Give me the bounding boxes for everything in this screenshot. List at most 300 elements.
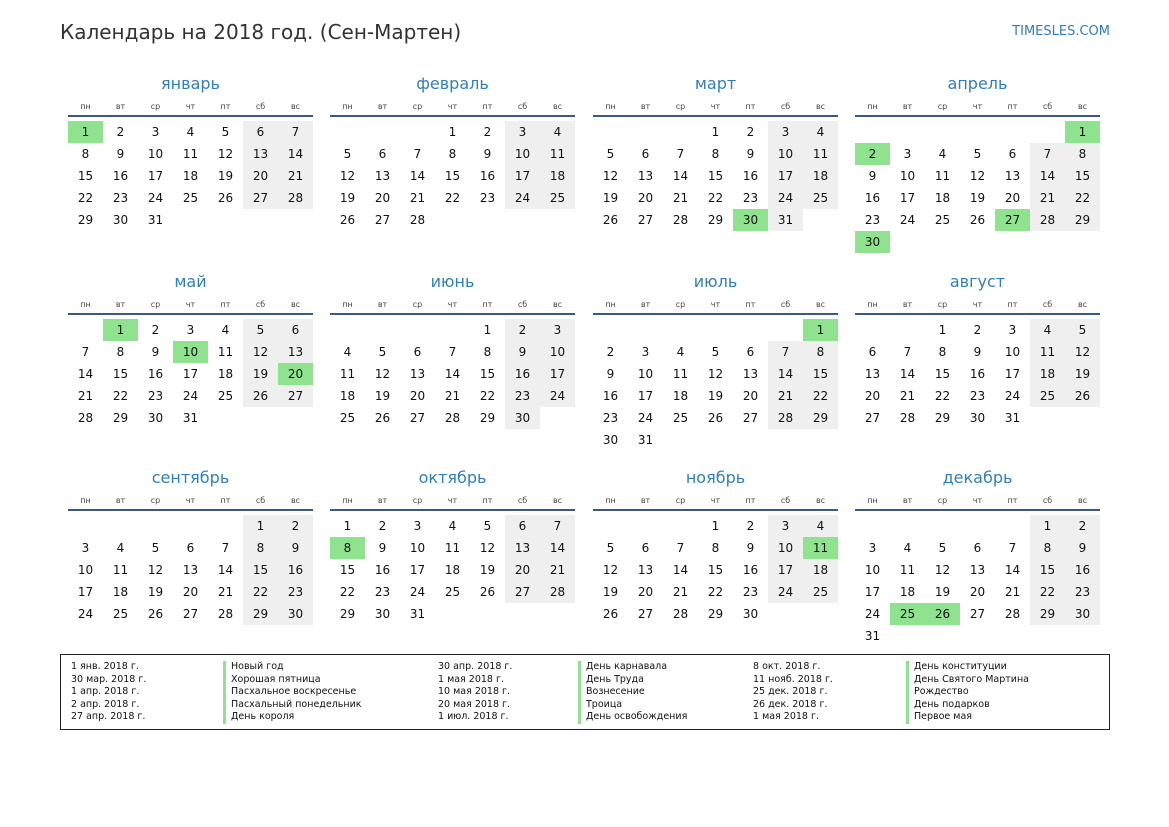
day-cell: 16 (479, 169, 496, 183)
weekday-label: чт (447, 300, 458, 309)
day-cell: 21 (217, 585, 234, 599)
legend-dates (71, 661, 146, 724)
day-cell: 10 (540, 341, 575, 363)
day-cell: 5 (483, 519, 492, 533)
day-cell: 26 (602, 607, 619, 621)
day-cell: 5 (243, 319, 278, 341)
day-cell: 7 (903, 345, 912, 359)
day-cell: 28 (899, 411, 916, 425)
weekday-label: вт (115, 102, 126, 111)
day-cell: 21 (899, 389, 916, 403)
day-cell: 7 (1030, 143, 1065, 165)
day-cell: 4 (903, 541, 912, 555)
legend-holiday-name: Рождество (906, 686, 1029, 699)
weekday-label: пн (605, 496, 616, 505)
weekday-header (68, 102, 313, 114)
day-cell: 28 (278, 187, 313, 209)
holiday-legend (60, 654, 1110, 730)
day-cell: 16 (278, 559, 313, 581)
month-name: октябрь (418, 468, 487, 487)
month-name: май (174, 272, 207, 291)
day-cell: 4 (343, 345, 352, 359)
day-cell: 20 (742, 389, 759, 403)
legend-holiday-name: Пасхальный понедельник (223, 699, 362, 712)
day-cell: 14 (540, 537, 575, 559)
weekday-label: ср (937, 300, 948, 309)
day-cell: 27 (409, 411, 426, 425)
day-cell: 6 (1008, 147, 1017, 161)
day-cell: 22 (112, 389, 129, 403)
day-cell: 14 (1004, 563, 1021, 577)
day-cell: 6 (243, 121, 278, 143)
legend-date: 8 окт. 2018 г. (753, 661, 821, 672)
legend-names (223, 661, 362, 724)
weekday-label: чт (710, 102, 721, 111)
day-cell: 24 (540, 385, 575, 407)
day-cell: 26 (602, 213, 619, 227)
day-cell: 29 (243, 603, 278, 625)
weekday-label: чт (185, 496, 196, 505)
day-cell: 5 (711, 345, 720, 359)
day-cell: 23 (602, 411, 619, 425)
day-cell: 12 (969, 169, 986, 183)
day-cell: 13 (374, 169, 391, 183)
day-cell: 6 (746, 345, 755, 359)
month-name: январь (161, 74, 220, 93)
day-cell: 26 (217, 191, 234, 205)
day-cell: 15 (707, 169, 724, 183)
weekday-label: ср (150, 300, 161, 309)
day-cell: 13 (969, 563, 986, 577)
legend-names (578, 661, 687, 724)
day-cell: 7 (81, 345, 90, 359)
day-cell: 12 (707, 367, 724, 381)
day-cell: 5 (1065, 319, 1100, 341)
weekday-label: сб (255, 300, 266, 309)
day-cell: 4 (221, 323, 230, 337)
day-cell: 18 (934, 191, 951, 205)
weekday-label: пт (1007, 102, 1018, 111)
day-cell: 30 (112, 213, 129, 227)
day-cell: 14 (672, 563, 689, 577)
day-cell: 21 (1030, 187, 1065, 209)
header-rule (330, 115, 575, 117)
day-cell: 14 (278, 143, 313, 165)
weekday-label: сб (780, 102, 791, 111)
day-cell: 22 (934, 389, 951, 403)
day-cell: 28 (409, 213, 426, 227)
day-cell: 9 (378, 541, 387, 555)
day-cell: 12 (1065, 341, 1100, 363)
day-cell: 5 (221, 125, 230, 139)
day-cell: 10 (768, 537, 803, 559)
day-cell: 4 (803, 121, 838, 143)
weekday-label: пн (342, 102, 353, 111)
day-cell: 15 (339, 563, 356, 577)
legend-date: 30 мар. 2018 г. (71, 673, 147, 685)
weekday-label: вт (115, 496, 126, 505)
day-cell: 29 (1030, 603, 1065, 625)
holiday-day-cell: 30 (733, 209, 768, 231)
legend-holiday-name: Троица (578, 699, 687, 712)
day-cell: 3 (641, 345, 650, 359)
day-cell: 18 (182, 169, 199, 183)
day-cell: 19 (339, 191, 356, 205)
day-cell: 21 (409, 191, 426, 205)
day-cell: 10 (147, 147, 164, 161)
weekday-label: вт (377, 300, 388, 309)
day-cell: 22 (707, 191, 724, 205)
weekday-label: ср (412, 496, 423, 505)
day-cell: 15 (803, 363, 838, 385)
day-cell: 17 (505, 165, 540, 187)
day-cell: 22 (707, 585, 724, 599)
day-cell: 8 (1065, 143, 1100, 165)
weekday-label: ср (937, 102, 948, 111)
day-cell: 7 (221, 541, 230, 555)
weekday-label: вс (290, 300, 301, 309)
day-cell: 10 (1004, 345, 1021, 359)
day-cell: 17 (899, 191, 916, 205)
day-cell: 10 (899, 169, 916, 183)
day-cell: 27 (637, 213, 654, 227)
day-cell: 8 (448, 147, 457, 161)
day-cell: 19 (479, 563, 496, 577)
day-cell: 12 (602, 563, 619, 577)
day-cell: 22 (479, 389, 496, 403)
day-cell: 9 (151, 345, 160, 359)
holiday-day-cell: 1 (1065, 121, 1100, 143)
day-cell: 26 (479, 585, 496, 599)
legend-date: 27 апр. 2018 г. (71, 711, 146, 722)
day-cell: 11 (217, 345, 234, 359)
day-cell: 20 (864, 389, 881, 403)
day-cell: 27 (182, 607, 199, 621)
site-link[interactable]: TIMESLES.COM (1012, 24, 1110, 39)
weekday-label: чт (972, 496, 983, 505)
day-cell: 2 (278, 515, 313, 537)
legend-date: 10 мая 2018 г. (438, 686, 511, 697)
day-cell: 5 (606, 147, 615, 161)
day-cell: 21 (768, 385, 803, 407)
day-cell: 6 (413, 345, 422, 359)
day-cell: 11 (899, 563, 916, 577)
day-cell: 18 (803, 165, 838, 187)
day-cell: 16 (374, 563, 391, 577)
day-cell: 9 (483, 147, 492, 161)
day-cell: 3 (768, 121, 803, 143)
day-cell: 20 (637, 585, 654, 599)
holiday-day-cell: 2 (855, 143, 890, 165)
day-cell: 30 (969, 411, 986, 425)
day-cell: 24 (409, 585, 426, 599)
day-cell: 25 (540, 187, 575, 209)
day-cell: 27 (505, 581, 540, 603)
day-cell: 27 (278, 385, 313, 407)
weekday-label: вт (640, 300, 651, 309)
legend-date: 1 мая 2018 г. (438, 673, 504, 685)
header-rule (593, 115, 838, 117)
day-cell: 12 (934, 563, 951, 577)
day-cell: 22 (339, 585, 356, 599)
legend-holiday-name: День карнавала (578, 661, 687, 674)
legend-date: 25 дек. 2018 г. (753, 686, 828, 697)
day-cell: 7 (1008, 541, 1017, 555)
weekday-label: пт (745, 300, 756, 309)
day-cell: 28 (77, 411, 94, 425)
weekday-label: вт (902, 102, 913, 111)
weekday-header (855, 496, 1100, 508)
day-cell: 13 (505, 537, 540, 559)
day-cell: 8 (803, 341, 838, 363)
legend-holiday-name: День конституции (906, 661, 1029, 674)
page-title: Календарь на 2018 год. (Сен-Мартен) (60, 20, 462, 44)
day-cell: 20 (243, 165, 278, 187)
legend-names (906, 661, 1029, 724)
day-cell: 2 (151, 323, 160, 337)
weekday-label: вт (377, 102, 388, 111)
weekday-label: сб (780, 300, 791, 309)
weekday-label: чт (710, 300, 721, 309)
day-cell: 25 (1030, 385, 1065, 407)
weekday-label: вт (902, 496, 913, 505)
day-cell: 2 (746, 125, 755, 139)
day-cell: 8 (483, 345, 492, 359)
day-cell: 29 (339, 607, 356, 621)
weekday-label: ср (937, 496, 948, 505)
day-cell: 26 (147, 607, 164, 621)
day-cell: 14 (768, 363, 803, 385)
day-cell: 13 (409, 367, 426, 381)
day-cell: 2 (378, 519, 387, 533)
day-cell: 1 (711, 125, 720, 139)
day-cell: 27 (742, 411, 759, 425)
day-cell: 20 (182, 585, 199, 599)
day-cell: 31 (637, 433, 654, 447)
holiday-day-cell: 1 (68, 121, 103, 143)
weekday-label: ср (412, 300, 423, 309)
day-cell: 4 (448, 519, 457, 533)
day-cell: 9 (1065, 537, 1100, 559)
day-cell: 10 (77, 563, 94, 577)
day-cell: 6 (186, 541, 195, 555)
day-cell: 26 (707, 411, 724, 425)
day-cell: 25 (803, 187, 838, 209)
header-rule (330, 509, 575, 511)
month-name: ноябрь (685, 468, 746, 487)
day-cell: 19 (602, 585, 619, 599)
legend-date: 11 нояб. 2018 г. (753, 673, 833, 685)
day-cell: 27 (637, 607, 654, 621)
month-name: декабрь (942, 468, 1013, 487)
day-cell: 9 (746, 147, 755, 161)
day-cell: 5 (378, 345, 387, 359)
day-cell: 23 (112, 191, 129, 205)
legend-dates (438, 661, 512, 724)
weekday-header (68, 300, 313, 312)
day-cell: 6 (641, 147, 650, 161)
day-cell: 11 (1030, 341, 1065, 363)
day-cell: 12 (479, 541, 496, 555)
weekday-label: пн (80, 300, 91, 309)
day-cell: 12 (374, 367, 391, 381)
day-cell: 28 (768, 407, 803, 429)
day-cell: 29 (77, 213, 94, 227)
day-cell: 3 (768, 515, 803, 537)
day-cell: 7 (768, 341, 803, 363)
day-cell: 27 (243, 187, 278, 209)
day-cell: 25 (444, 585, 461, 599)
day-cell: 2 (746, 519, 755, 533)
day-cell: 15 (112, 367, 129, 381)
day-cell: 31 (182, 411, 199, 425)
day-cell: 8 (938, 345, 947, 359)
day-cell: 23 (1065, 581, 1100, 603)
day-cell: 24 (147, 191, 164, 205)
day-cell: 3 (186, 323, 195, 337)
day-cell: 17 (77, 585, 94, 599)
day-cell: 5 (151, 541, 160, 555)
day-cell: 23 (864, 213, 881, 227)
weekday-label: чт (185, 300, 196, 309)
day-cell: 19 (1065, 363, 1100, 385)
day-cell: 4 (116, 541, 125, 555)
weekday-label: вт (377, 496, 388, 505)
legend-date: 1 янв. 2018 г. (71, 661, 139, 672)
day-cell: 23 (742, 585, 759, 599)
day-cell: 17 (1004, 367, 1021, 381)
day-cell: 23 (479, 191, 496, 205)
day-cell: 1 (483, 323, 492, 337)
day-cell: 15 (1030, 559, 1065, 581)
legend-holiday-name: День Святого Мартина (906, 674, 1029, 687)
day-cell: 17 (768, 165, 803, 187)
day-cell: 3 (81, 541, 90, 555)
day-cell: 14 (409, 169, 426, 183)
weekday-label: сб (1042, 300, 1053, 309)
weekday-label: вс (552, 496, 563, 505)
weekday-label: ср (675, 300, 686, 309)
day-cell: 24 (637, 411, 654, 425)
day-cell: 21 (540, 559, 575, 581)
weekday-label: сб (517, 300, 528, 309)
day-cell: 19 (934, 585, 951, 599)
header-rule (330, 313, 575, 315)
day-cell: 13 (182, 563, 199, 577)
day-cell: 14 (77, 367, 94, 381)
day-cell: 9 (278, 537, 313, 559)
day-cell: 16 (147, 367, 164, 381)
day-cell: 12 (217, 147, 234, 161)
day-cell: 18 (672, 389, 689, 403)
day-cell: 30 (374, 607, 391, 621)
day-cell: 15 (77, 169, 94, 183)
day-cell: 15 (444, 169, 461, 183)
day-cell: 17 (147, 169, 164, 183)
day-cell: 31 (864, 629, 881, 643)
day-cell: 28 (444, 411, 461, 425)
day-cell: 15 (1065, 165, 1100, 187)
day-cell: 31 (768, 209, 803, 231)
weekday-label: вт (115, 300, 126, 309)
holiday-day-cell: 1 (803, 319, 838, 341)
day-cell: 9 (973, 345, 982, 359)
header-rule (68, 509, 313, 511)
weekday-label: чт (710, 496, 721, 505)
weekday-label: пт (220, 102, 231, 111)
day-cell: 11 (444, 541, 461, 555)
day-cell: 11 (540, 143, 575, 165)
day-cell: 9 (868, 169, 877, 183)
day-cell: 28 (540, 581, 575, 603)
holiday-day-cell: 27 (995, 209, 1030, 231)
day-cell: 17 (637, 389, 654, 403)
weekday-label: чт (972, 300, 983, 309)
weekday-label: сб (255, 496, 266, 505)
day-cell: 19 (374, 389, 391, 403)
weekday-header (855, 102, 1100, 114)
day-cell: 15 (934, 367, 951, 381)
day-cell: 18 (444, 563, 461, 577)
day-cell: 24 (505, 187, 540, 209)
day-cell: 21 (1004, 585, 1021, 599)
day-cell: 27 (374, 213, 391, 227)
day-cell: 11 (803, 143, 838, 165)
day-cell: 1 (711, 519, 720, 533)
day-cell: 2 (1065, 515, 1100, 537)
day-cell: 21 (444, 389, 461, 403)
weekday-label: вс (815, 496, 826, 505)
day-cell: 24 (77, 607, 94, 621)
day-cell: 16 (742, 169, 759, 183)
weekday-label: вс (290, 102, 301, 111)
day-cell: 4 (1030, 319, 1065, 341)
weekday-label: пн (867, 300, 878, 309)
legend-date: 2 апр. 2018 г. (71, 698, 140, 710)
day-cell: 23 (505, 385, 540, 407)
weekday-label: ср (150, 496, 161, 505)
month-name: август (949, 272, 1006, 291)
day-cell: 31 (1004, 411, 1021, 425)
day-cell: 3 (540, 319, 575, 341)
day-cell: 24 (768, 187, 803, 209)
day-cell: 18 (899, 585, 916, 599)
day-cell: 1 (243, 515, 278, 537)
day-cell: 14 (1030, 165, 1065, 187)
day-cell: 21 (278, 165, 313, 187)
day-cell: 14 (672, 169, 689, 183)
day-cell: 18 (112, 585, 129, 599)
legend-holiday-name: Хорошая пятница (223, 674, 362, 687)
day-cell: 11 (182, 147, 199, 161)
weekday-label: пн (605, 300, 616, 309)
day-cell: 5 (938, 541, 947, 555)
day-cell: 25 (672, 411, 689, 425)
day-cell: 1 (938, 323, 947, 337)
day-cell: 20 (1004, 191, 1021, 205)
day-cell: 14 (217, 563, 234, 577)
weekday-label: вт (640, 496, 651, 505)
day-cell: 17 (182, 367, 199, 381)
day-cell: 3 (868, 541, 877, 555)
day-cell: 1 (1030, 515, 1065, 537)
day-cell: 7 (413, 147, 422, 161)
day-cell: 17 (864, 585, 881, 599)
weekday-label: сб (517, 496, 528, 505)
day-cell: 12 (243, 341, 278, 363)
day-cell: 22 (1030, 581, 1065, 603)
day-cell: 10 (637, 367, 654, 381)
